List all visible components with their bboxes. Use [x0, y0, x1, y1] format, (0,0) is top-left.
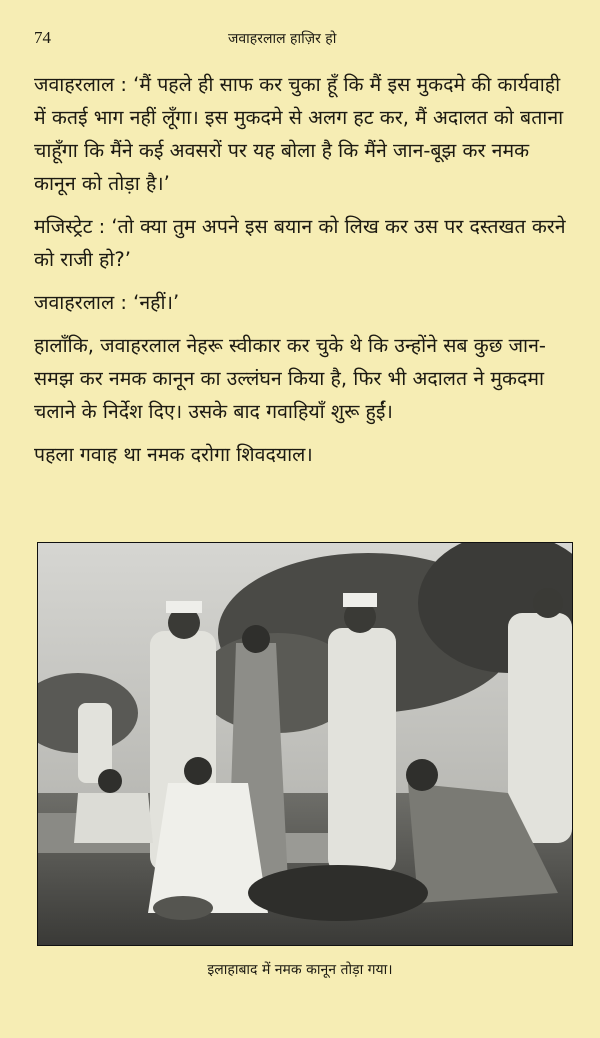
- paragraph-magistrate-question: मजिस्ट्रेट : ‘तो क्या तुम अपने इस बयान को लिख कर उस पर दस्तखत करने को राजी हो?’: [34, 215, 566, 271]
- paragraph-jawaharlal-reply: जवाहरलाल : ‘नहीं।’: [34, 291, 180, 314]
- photo-caption: इलाहाबाद में नमक कानून तोड़ा गया।: [207, 962, 393, 978]
- running-title: जवाहरलाल हाज़िर हो: [228, 31, 337, 47]
- historical-photograph: [37, 542, 573, 946]
- paragraph-first-witness: पहला गवाह था नमक दरोगा शिवदयाल।: [34, 443, 313, 466]
- paragraph-narration: हालाँकि, जवाहरलाल नेहरू स्वीकार कर चुके थे कि उन्होंने सब कुछ जान-समझ कर नमक कानून का उल्लंघन किया है, फिर भी अदालत ने मुकदमा चलाने के निर्देश दिए। उसके बाद गवाहियाँ शुरू हुईं।: [34, 334, 546, 423]
- page-number: 74: [34, 28, 51, 47]
- paragraph-jawaharlal-statement: जवाहरलाल : ‘मैं पहले ही साफ कर चुका हूँ कि मैं इस मुकदमे की कार्यवाही में कतई भाग नहीं लूँगा। इस मुकदमे से अलग हट कर, मैं अदालत को बताना चाहूँगा कि मैंने कई अवसरों पर यह बोला है कि मैंने जान-बूझ कर नमक कानून को तोड़ा है।’: [34, 73, 564, 195]
- page-header: [34, 28, 574, 52]
- body-text: [34, 68, 574, 481]
